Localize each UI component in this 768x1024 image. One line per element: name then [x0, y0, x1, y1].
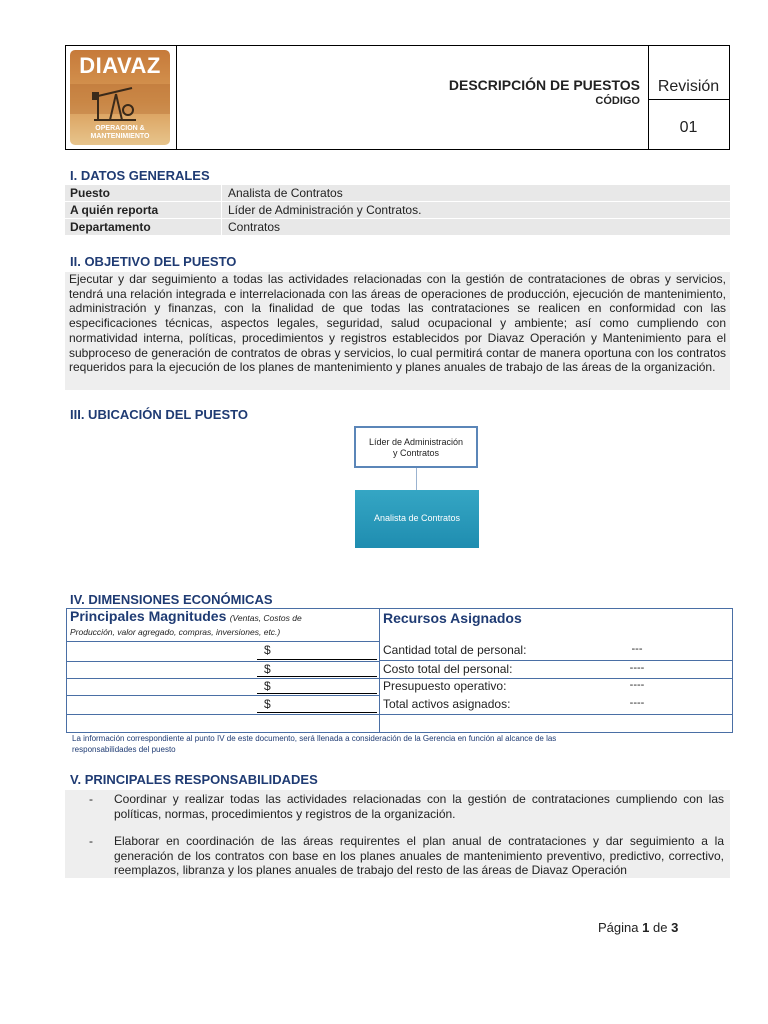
org-node-manager-line1: Líder de Administración [368, 437, 464, 447]
revision-label: Revisión [657, 78, 720, 95]
logo-subtitle-2: MANTENIMIENTO [90, 133, 150, 140]
row-key: Puesto [70, 186, 111, 200]
magnitudes-note-2: Producción, valor agregado, compras, inversiones, etc.) [70, 627, 281, 637]
row-value: Contratos [228, 220, 281, 234]
document-code-label: CÓDIGO [595, 95, 640, 107]
section-4-title: IV. DIMENSIONES ECONÓMICAS [70, 592, 273, 607]
resource-value: ---- [629, 662, 645, 674]
currency-symbol: $ [264, 662, 271, 676]
magnitudes-title: Principales Magnitudes [70, 608, 227, 624]
list-bullet: - [89, 792, 93, 806]
current-page: 1 [642, 920, 650, 935]
section-2-title: II. OBJETIVO DEL PUESTO [70, 254, 237, 269]
resource-label: Total activos asignados: [383, 697, 511, 711]
page-number [598, 920, 678, 935]
resource-label: Cantidad total de personal: [383, 643, 527, 657]
note-line-1: La información correspondiente al punto IV de este documento, será llenada a consideración de la Gerencia en función al alcance de las [72, 734, 557, 743]
resource-label: Costo total del personal: [383, 662, 513, 676]
table-row [65, 219, 730, 235]
resource-label: Presupuesto operativo: [383, 679, 507, 693]
resource-value: ---- [629, 679, 645, 691]
title-cell [176, 46, 649, 149]
currency-symbol: $ [264, 643, 271, 657]
org-node-manager-line2: y Contratos [392, 448, 440, 458]
logo-subtitle [70, 125, 170, 141]
revision-cell [648, 46, 729, 149]
currency-symbol: $ [264, 697, 271, 711]
company-logo [70, 50, 170, 145]
list-item-text: Coordinar y realizar todas las actividades relacionadas con la gestión de contrataciones cumpliendo con las políticas, normas, procedimientos y registros de la organización. [114, 792, 724, 821]
revision-value: 01 [679, 119, 698, 136]
of-word: de [652, 920, 668, 935]
row-value: Analista de Contratos [228, 186, 343, 200]
org-connector [416, 468, 417, 490]
org-node-manager [354, 426, 478, 468]
section-3-title: III. UBICACIÓN DEL PUESTO [70, 407, 248, 422]
document-title: DESCRIPCIÓN DE PUESTOS [448, 77, 640, 93]
row-value: Líder de Administración y Contratos. [228, 203, 422, 217]
note-line-2: responsabilidades del puesto [72, 745, 176, 754]
responsibilities-list [65, 790, 730, 878]
dimensions-note [72, 733, 732, 755]
resource-value: --- [631, 643, 643, 655]
page-word: Página [598, 920, 639, 935]
row-key: A quién reporta [70, 203, 159, 217]
section-5-title: V. PRINCIPALES RESPONSABILIDADES [70, 772, 318, 787]
revision-divider [648, 99, 729, 100]
table-row [65, 202, 730, 218]
economic-dimensions-table [66, 608, 733, 733]
list-bullet: - [89, 834, 93, 848]
table-row [65, 185, 730, 201]
logo-subtitle-1: OPERACION & [95, 125, 145, 132]
magnitudes-note-1: (Ventas, Costos de [229, 613, 302, 623]
row-key: Departamento [70, 220, 151, 234]
section-1-title: I. DATOS GENERALES [70, 168, 210, 183]
resources-header: Recursos Asignados [383, 610, 522, 626]
resource-value: ---- [629, 697, 645, 709]
magnitudes-header [70, 610, 375, 639]
total-pages: 3 [671, 920, 679, 935]
objective-text: Ejecutar y dar seguimiento a todas las actividades relacionadas con la gestión de contrataciones de obras y servicios, tendrá una relación integrada e interrelacionada con las áreas de operaciones de producción, ejecución de mantenimiento, administración y finanzas, con la finalidad de que todas las contrataciones se realicen en conformidad con las especificaciones técnicas, aspectos legales, seguridad, salud ocupacional y ambiente; así como cumpliendo con normatividad interna, políticas, procedimientos y registros establecidos por Diavaz Operación y Mantenimiento para el subproceso de generación de contratos de obras y servicios, lo cual permitirá contar de manera oportuna con los contratos requeridos para la ejecución de los planes de mantenimiento y planes anuales de trabajo de las áreas de la organización. [65, 272, 730, 390]
document-header [65, 45, 730, 150]
currency-symbol: $ [264, 679, 271, 693]
logo-brand: DIAVAZ [79, 53, 161, 78]
list-item-text: Elaborar en coordinación de las áreas requirentes el plan anual de contrataciones y dar seguimiento a la generación de los contratos con base en los planes anuales de mantenimiento preventivo, predictivo, correctivo, reemplazos, libranza y los planes anuales de trabajo del resto de las áreas de Diavaz Operación [114, 834, 724, 877]
org-node-position: Analista de Contratos [355, 490, 479, 548]
logo-cell [66, 46, 177, 149]
